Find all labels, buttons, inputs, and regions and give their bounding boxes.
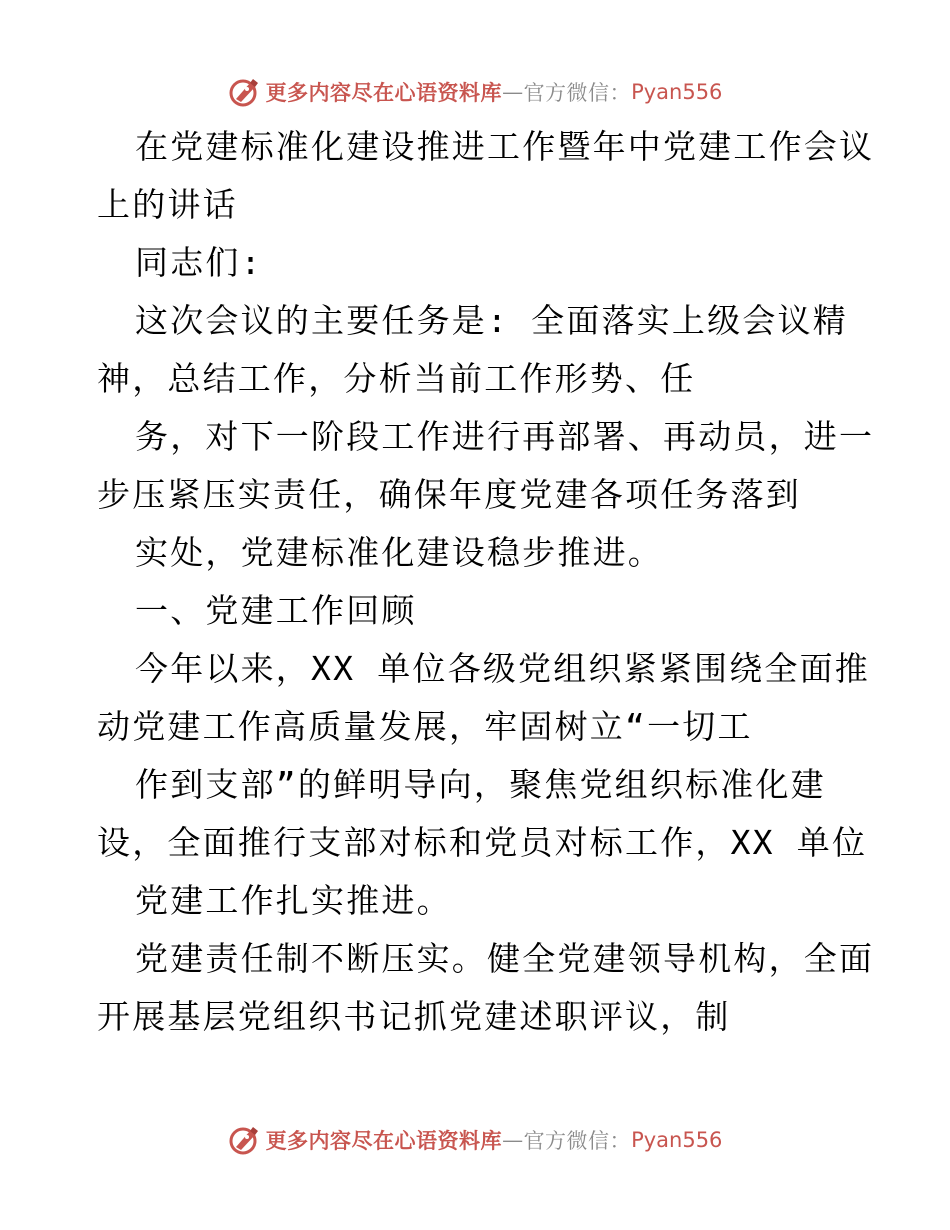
text-line: 实处，党建标准化建设稳步推进。 <box>135 533 663 572</box>
pen-nib-circle-icon <box>228 1123 262 1157</box>
text-line: 党建工作扎实推进。 <box>135 881 452 920</box>
text-line: 在党建标准化建设推进工作暨年中党建工作会议 <box>135 127 875 166</box>
text-line: 务，对下一阶段工作进行再部署、再动员，进一 <box>135 417 875 456</box>
pen-nib-circle-icon <box>228 75 262 109</box>
text-line: 开展基层党组织书记抓党建述职评议，制 <box>97 997 731 1036</box>
section-heading: 一、党建工作回顾 <box>135 591 417 630</box>
watermark-separator: — <box>502 1128 524 1152</box>
watermark-separator: — <box>502 80 524 104</box>
watermark-main-text: 更多内容尽在心语资料库 <box>265 1128 503 1153</box>
watermark-banner-top <box>0 72 950 112</box>
watermark-banner-bottom <box>0 1120 950 1160</box>
document-body <box>97 118 887 1046</box>
text-line: 今年以来，XX 单位各级党组织紧紧围绕全面推 <box>135 649 871 688</box>
text-line: 步压紧压实责任，确保年度党建各项任务落到 <box>97 475 801 514</box>
watermark-label: 官方微信： <box>523 81 632 105</box>
text-line: 同志们: <box>135 243 263 282</box>
text-line: 动党建工作高质量发展，牢固树立“一切工 <box>97 707 753 746</box>
text-line: 神，总结工作，分析当前工作形势、任 <box>97 359 696 398</box>
watermark-wechat-id: Pyan556 <box>631 1128 723 1152</box>
watermark-main-text: 更多内容尽在心语资料库 <box>265 80 503 105</box>
text-line: 这次会议的主要任务是: 全面落实上级会议精 <box>135 301 848 340</box>
text-line: 设，全面推行支部对标和党员对标工作，XX 单位 <box>97 823 868 862</box>
text-line: 党建责任制不断压实。健全党建领导机构，全面 <box>135 939 875 978</box>
text-line: 上的讲话 <box>97 185 238 224</box>
watermark-wechat-id: Pyan556 <box>631 80 723 104</box>
text-line: 作到支部”的鲜明导向，聚焦党组织标准化建 <box>135 765 826 804</box>
watermark-label: 官方微信： <box>523 1129 632 1153</box>
